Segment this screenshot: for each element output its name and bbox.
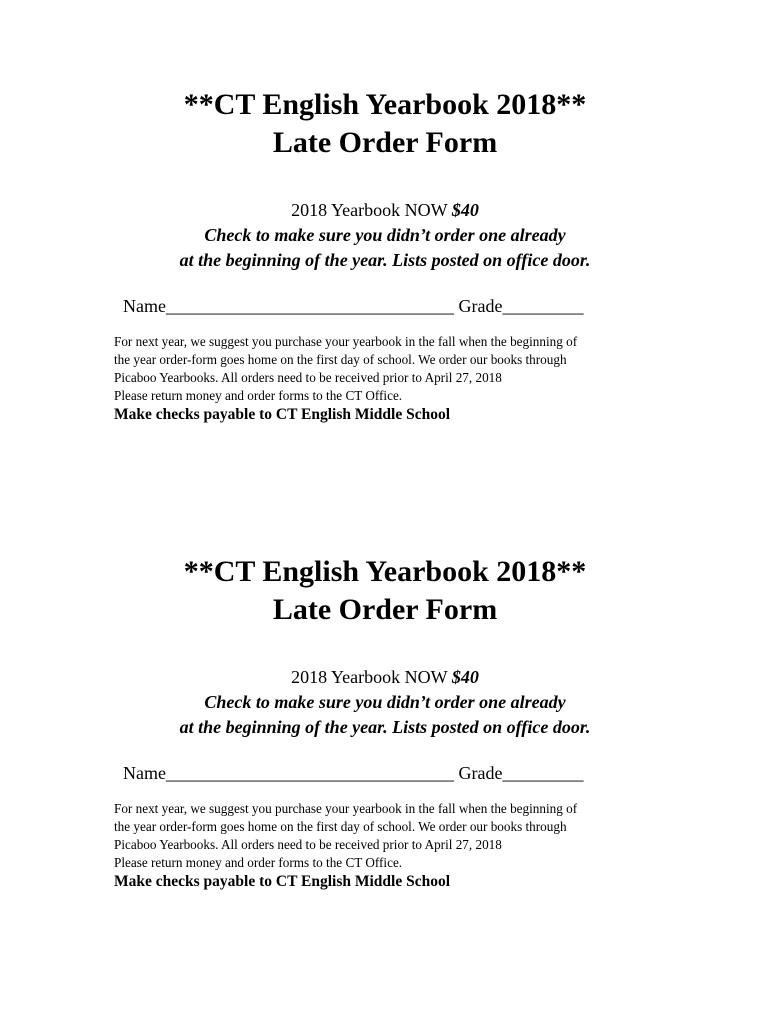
price-line (0, 665, 770, 690)
form-title (0, 553, 770, 629)
payable-note: Make checks payable to CT English Middle School (114, 873, 451, 890)
order-form-top (0, 86, 770, 425)
form-title-line-1: **CT English Yearbook 2018** (183, 555, 587, 588)
warning-line-1: Check to make sure you didn’t order one already (204, 692, 566, 712)
warning-line-1: Check to make sure you didn’t order one already (204, 225, 566, 245)
price-line (0, 198, 770, 223)
warning-line-2: at the beginning of the year. Lists posted on office door. (179, 250, 591, 270)
payable-note: Make checks payable to CT English Middle School (114, 406, 451, 423)
grade-field[interactable]: _________ (502, 763, 584, 783)
name-label: Name (123, 763, 166, 783)
grade-label: Grade (453, 296, 503, 316)
grade-field[interactable]: _________ (502, 296, 584, 316)
notes-line: For next year, we suggest you purchase your yearbook in the fall when the beginning of (114, 801, 578, 816)
name-field[interactable]: ________________________________ (165, 763, 454, 783)
notes-paragraph (114, 333, 659, 405)
notes-line: Picaboo Yearbooks. All orders need to be received prior to April 27, 2018 (114, 370, 502, 385)
notes-line: the year order-form goes home on the first day of school. We order our books through (114, 819, 567, 834)
price-text: 2018 Yearbook NOW (291, 667, 452, 687)
price-value: $40 (451, 667, 479, 687)
warning-line-2: at the beginning of the year. Lists posted on office door. (179, 717, 591, 737)
name-label: Name (123, 296, 166, 316)
order-form-bottom (0, 553, 770, 892)
name-field[interactable]: ________________________________ (165, 296, 454, 316)
form-title (0, 86, 770, 162)
notes-line: Please return money and order forms to the CT Office. (114, 855, 403, 870)
notes-line: the year order-form goes home on the first day of school. We order our books through (114, 352, 567, 367)
notes-paragraph (114, 800, 659, 872)
price-value: $40 (451, 200, 479, 220)
pricing-block (0, 665, 770, 740)
form-title-line-2: Late Order Form (272, 126, 498, 159)
notes-line: Picaboo Yearbooks. All orders need to be received prior to April 27, 2018 (114, 837, 502, 852)
pricing-block (0, 198, 770, 273)
grade-label: Grade (453, 763, 503, 783)
name-grade-line (123, 293, 770, 319)
form-title-line-2: Late Order Form (272, 593, 498, 626)
form-title-line-1: **CT English Yearbook 2018** (183, 88, 587, 121)
notes-line: For next year, we suggest you purchase your yearbook in the fall when the beginning of (114, 334, 578, 349)
notes-line: Please return money and order forms to the CT Office. (114, 388, 403, 403)
name-grade-line (123, 760, 770, 786)
price-text: 2018 Yearbook NOW (291, 200, 452, 220)
